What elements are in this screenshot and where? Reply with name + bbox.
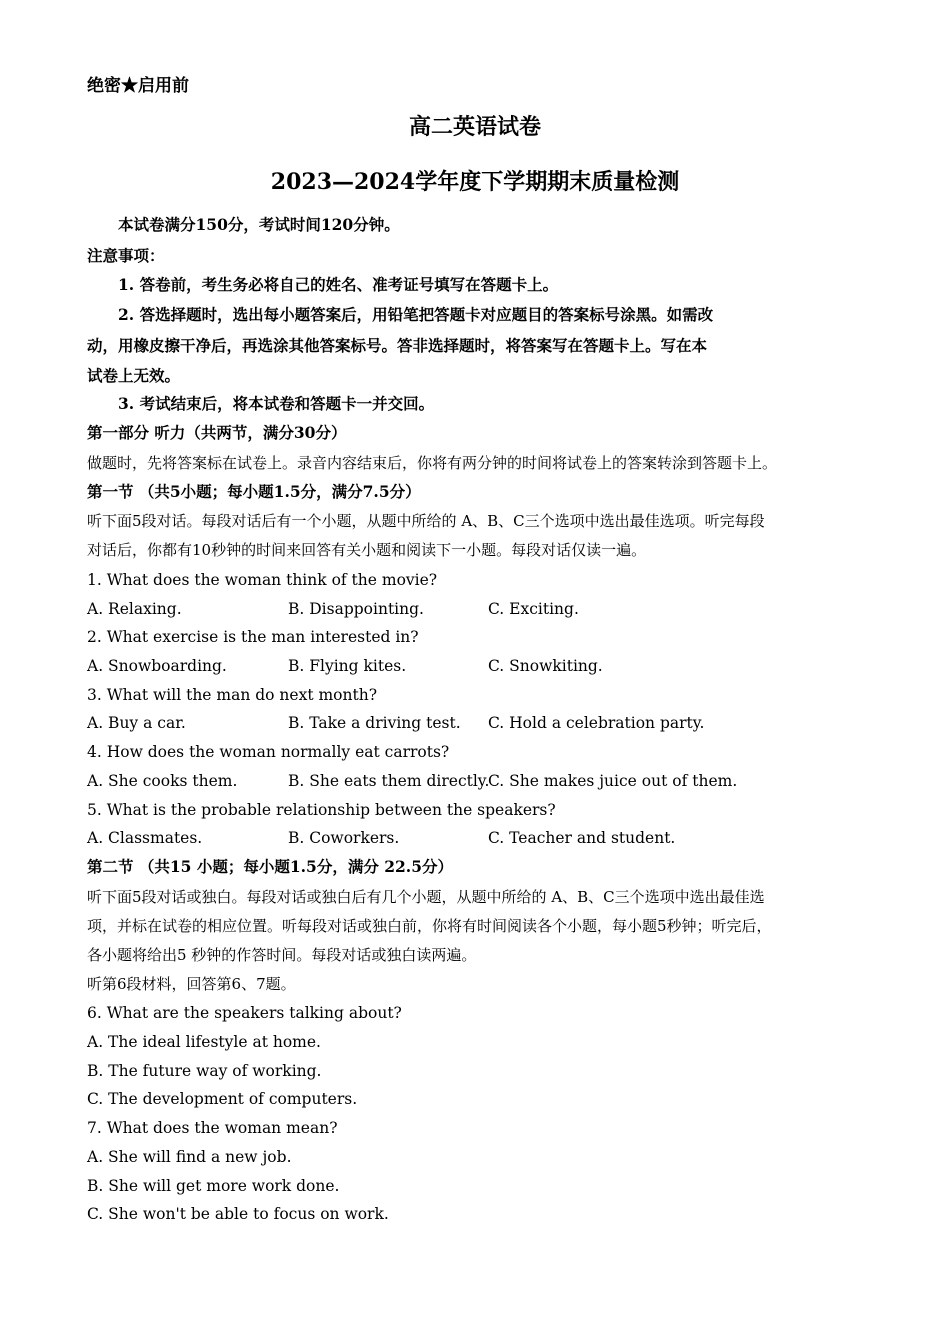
q1-option-b: B. Disappointing.	[288, 600, 424, 618]
q7-option-a: A. She will find a new job.	[87, 1148, 292, 1166]
q6-option-c: C. The development of computers.	[87, 1090, 358, 1108]
q2-option-a: A. Snowboarding.	[87, 657, 227, 675]
q4-option-a: A. She cooks them.	[87, 772, 238, 790]
section2-instruction-line3: 各小题将给出5 秒钟的作答时间。每段对话或独白读两遍。	[87, 946, 477, 964]
question-3: 3. What will the man do next month?	[87, 686, 378, 704]
q2-option-c: C. Snowkiting.	[488, 657, 603, 675]
part1-title: 第一部分 听力（共两节，满分30分）	[87, 423, 347, 442]
q1-option-c: C. Exciting.	[488, 600, 579, 618]
q7-option-b: B. She will get more work done.	[87, 1177, 340, 1195]
section2-instruction-line2: 项，并标在试卷的相应位置。听每段对话或独白前，你将有时间阅读各个小题，每小题5秒钟；听完后，	[87, 917, 772, 935]
material-6-label: 听第6段材料，回答第6、7题。	[87, 975, 296, 993]
q5-option-b: B. Coworkers.	[288, 829, 400, 847]
question-2: 2. What exercise is the man interested in?	[87, 628, 419, 646]
note-3: 3. 考试结束后，将本试卷和答题卡一并交回。	[118, 394, 435, 413]
note-1: 1. 答卷前，考生务必将自己的姓名、准考证号填写在答题卡上。	[118, 275, 559, 294]
q5-option-c: C. Teacher and student.	[488, 829, 676, 847]
page-title: 高二英语试卷	[408, 114, 541, 140]
q3-option-a: A. Buy a car.	[87, 714, 186, 732]
q4-option-b: B. She eats them directly.	[288, 772, 490, 790]
q2-option-b: B. Flying kites.	[288, 657, 407, 675]
notes-title: 注意事项：	[87, 246, 165, 265]
q4-option-c: C. She makes juice out of them.	[488, 772, 738, 790]
question-1: 1. What does the woman think of the movie?	[87, 571, 438, 589]
section2-instruction-line1: 听下面5段对话或独白。每段对话或独白后有几个小题，从题中所给的 A、B、C三个选项中选出最佳选	[87, 888, 765, 906]
section1-instruction-line1: 听下面5段对话。每段对话后有一个小题，从题中所给的 A、B、C三个选项中选出最佳选项。听完每段	[87, 512, 765, 530]
part1-instruction: 做题时，先将答案标在试卷上。录音内容结束后，你将有两分钟的时间将试卷上的答案转涂到答题卡上。	[87, 454, 778, 472]
q3-option-b: B. Take a driving test.	[288, 714, 461, 732]
question-7: 7. What does the woman mean?	[87, 1119, 338, 1137]
q3-option-c: C. Hold a celebration party.	[488, 714, 705, 732]
note-2-line3: 试卷上无效。	[87, 366, 181, 385]
q7-option-c: C. She won't be able to focus on work.	[87, 1205, 389, 1223]
q5-option-a: A. Classmates.	[87, 829, 203, 847]
question-5: 5. What is the probable relationship between the speakers?	[87, 801, 556, 819]
section2-title: 第二节 （共15 小题；每小题1.5分，满分 22.5分）	[87, 857, 453, 876]
q6-option-b: B. The future way of working.	[87, 1062, 322, 1080]
question-4: 4. How does the woman normally eat carrots?	[87, 743, 450, 761]
score-time-info: 本试卷满分150分，考试时间120分钟。	[118, 215, 400, 234]
question-6: 6. What are the speakers talking about?	[87, 1004, 402, 1022]
q6-option-a: A. The ideal lifestyle at home.	[87, 1033, 321, 1051]
note-2-line1: 2. 答选择题时，选出每小题答案后，用铅笔把答题卡对应题目的答案标号涂黑。如需改	[118, 305, 714, 324]
confidential-label: 绝密★启用前	[87, 76, 189, 96]
q1-option-a: A. Relaxing.	[87, 600, 182, 618]
page-subtitle: 2023—2024学年度下学期期末质量检测	[270, 169, 680, 195]
note-2-line2: 动，用橡皮擦干净后，再选涂其他答案标号。答非选择题时，将答案写在答题卡上。写在本	[87, 336, 708, 355]
section1-title: 第一节 （共5小题；每小题1.5分，满分7.5分）	[87, 482, 421, 501]
section1-instruction-line2: 对话后，你都有10秒钟的时间来回答有关小题和阅读下一小题。每段对话仅读一遍。	[87, 541, 647, 559]
